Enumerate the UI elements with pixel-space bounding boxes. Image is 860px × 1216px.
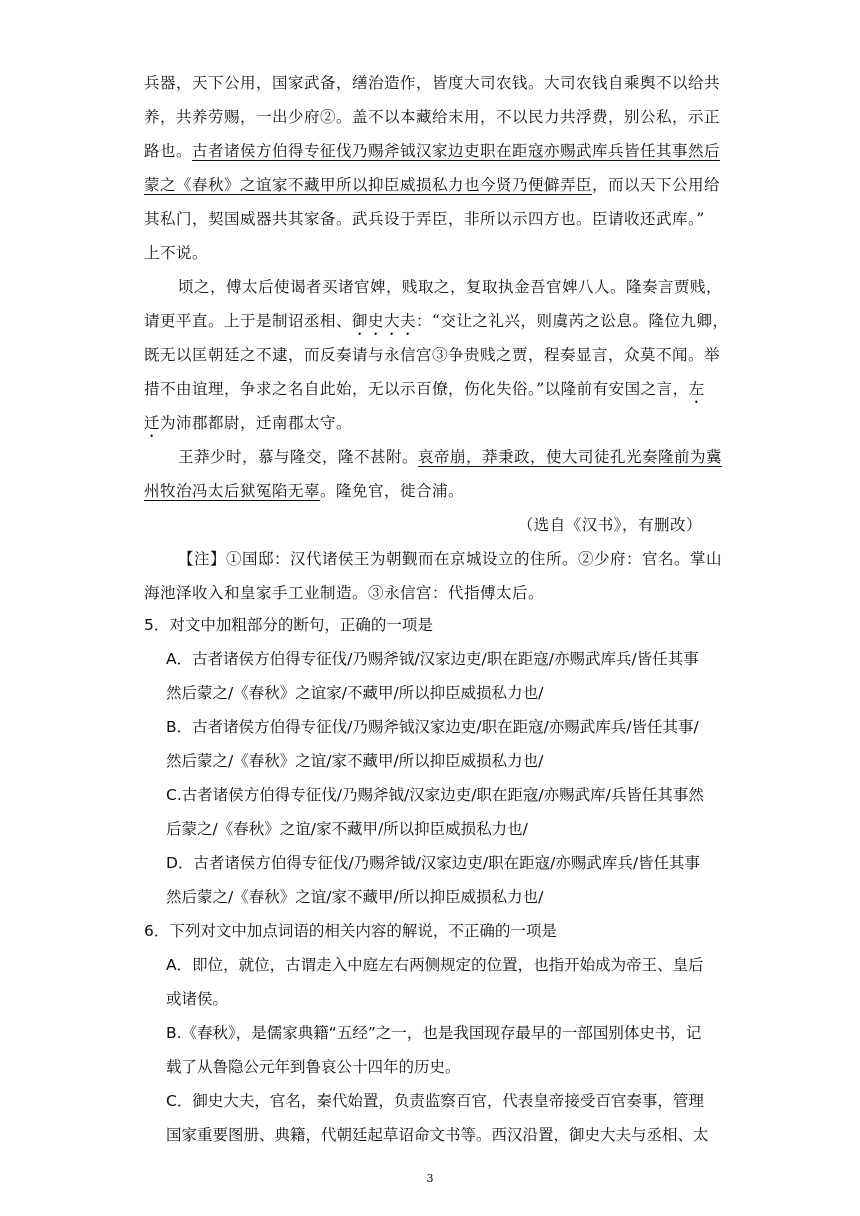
passage-line: 州牧治冯太后狱冤陷无辜。隆免官，徙合浦。 [144, 482, 465, 500]
question-6 [144, 914, 716, 1152]
passage-line: 上不说。 [144, 244, 209, 262]
option-a-cont: 或诸侯。 [166, 990, 229, 1008]
question-stem: 6．下列对文中加点词语的相关内容的解说，不正确的一项是 [144, 922, 557, 940]
underlined-sentence: 州牧治冯太后狱冤陷无辜 [144, 482, 321, 500]
option-c: C．御史大夫，官名，秦代始置，负责监察百官，代表皇帝接受百官奏事，管理 [166, 1092, 704, 1110]
dotted-term: 左 [688, 380, 705, 398]
passage-line: 王莽少时，慕与隆交，隆不甚附。哀帝崩，莽秉政，使大司徒孔光奏隆前为冀 [178, 448, 723, 466]
underlined-sentence: 蒙之《春秋》之谊家不藏甲所以抑臣威损私力也今贤乃便僻弄臣 [144, 176, 593, 194]
option-d-cont: 然后蒙之/《春秋》之谊/家不藏甲/所以抑臣威损私力也/ [166, 888, 544, 906]
annotation-note: 海池泽收入和皇家手工业制造。③永信宫：代指傅太后。 [144, 584, 545, 602]
option-b: B．古者诸侯方伯得专征伐/乃赐斧钺汉家边吏/职在距寇/亦赐武库兵/皆任其事/ [166, 718, 699, 736]
passage-line: 蒙之《春秋》之谊家不藏甲所以抑臣威损私力也今贤乃便僻弄臣，而以天下公用给 [144, 176, 721, 194]
option-c: C.古者诸侯方伯得专征伐/乃赐斧钺/汉家边吏/职在距寇/亦赐武库/兵皆任其事然 [166, 786, 704, 804]
passage-line: 养，共养劳赐，一出少府②。盖不以本藏给末用，不以民力共浮费，别公私，示正 [144, 108, 721, 126]
dotted-term: 迁 [144, 414, 161, 432]
option-a-cont: 然后蒙之/《春秋》之谊家/不藏甲/所以抑臣威损私力也/ [166, 684, 544, 702]
passage-line: 顷之，傅太后使谒者买诸官婢，贱取之，复取执金吾官婢八人。隆奏言贾贱， [178, 278, 723, 296]
annotation-note: 【注】①国邸：汉代诸侯王为朝觐而在京城设立的住所。②少府：官名。掌山 [178, 550, 723, 568]
page-number: 3 [426, 1172, 434, 1185]
option-b-cont: 然后蒙之/《春秋》之谊/家不藏甲/所以抑臣威损私力也/ [166, 752, 544, 770]
passage-line: 其私门，契国威器共其家备。武兵设于弄臣，非所以示四方也。臣请收还武库。” [144, 210, 705, 228]
passage-line: 措不由谊理，争求之名自此始，无以示百僚，伤化失俗。”以隆前有安国之言，左 [144, 380, 705, 398]
option-b: B.《春秋》，是儒家典籍“五经”之一，也是我国现存最早的一部国别体史书，记 [166, 1024, 702, 1042]
option-c-cont: 国家重要图册、典籍，代朝廷起草诏命文书等。西汉沿置，御史大夫与丞相、太 [166, 1126, 709, 1144]
option-b-cont: 载了从鲁隐公元年到鲁哀公十四年的历史。 [166, 1058, 461, 1076]
option-d: D．古者诸侯方伯得专征伐/乃赐斧钺/汉家边吏/职在距寇/亦赐武库兵/皆任其事 [166, 854, 701, 872]
underlined-sentence: 古者诸侯方伯得专征伐乃赐斧钺汉家边吏职在距寇亦赐武库兵皆任其事然后 [192, 142, 721, 160]
option-c-cont: 后蒙之/《春秋》之谊/家不藏甲/所以抑臣威损私力也/ [166, 820, 528, 838]
question-stem: 5．对文中加粗部分的断句，正确的一项是 [144, 616, 433, 634]
dotted-term: 御史大夫 [352, 312, 417, 330]
source-citation: （选自《汉书》，有删改） [517, 516, 702, 534]
option-a: A．即位，就位，古谓走入中庭左右两侧规定的位置，也指开始成为帝王、皇后 [166, 956, 704, 974]
passage-line: 既无以匡朝廷之不逮，而反奏请与永信宫③争贵贱之贾，程奏显言，众莫不闻。举 [144, 346, 721, 364]
passage-line: 请更平直。上于是制诏丞相、御史大夫：“交让之礼兴，则虞芮之讼息。隆位九卿， [144, 312, 729, 330]
passage-line: 兵器，天下公用，国家武备，缮治造作，皆度大司农钱。大司农钱自乘舆不以给共 [144, 74, 721, 92]
underlined-sentence: 哀帝崩，莽秉政，使大司徒孔光奏隆前为冀 [418, 448, 723, 466]
passage-line: 迁为沛郡都尉，迁南郡太守。 [144, 414, 353, 432]
question-5 [144, 608, 716, 914]
classical-passage [144, 66, 729, 610]
option-a: A．古者诸侯方伯得专征伐/乃赐斧钺/汉家边吏/职在距寇/亦赐武库兵/皆任其事 [166, 650, 699, 668]
passage-line: 路也。古者诸侯方伯得专征伐乃赐斧钺汉家边吏职在距寇亦赐武库兵皆任其事然后 [144, 142, 721, 160]
